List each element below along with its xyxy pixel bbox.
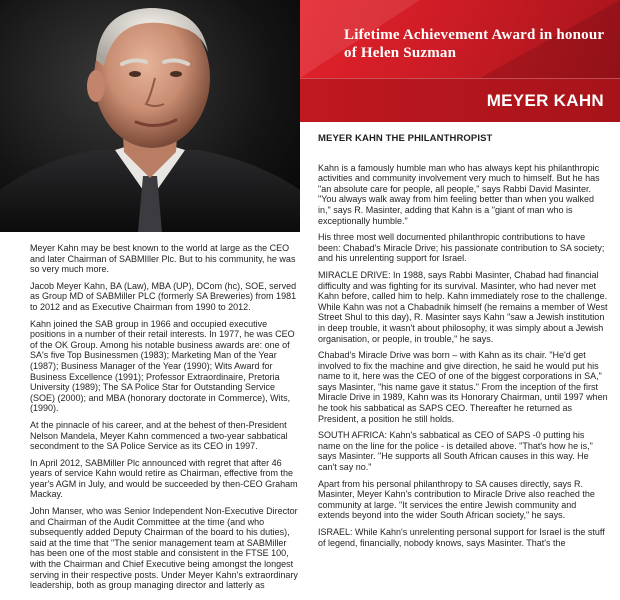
paragraph: Apart from his personal philanthropy to SA causes directly, says R. Masinter, Meyer Kahn's contribution to Miracle Drive also reached the community at large. "It services the entire Jewish community and extends beyond into the wider South African society," he says. (318, 478, 595, 521)
paragraph: Jacob Meyer Kahn, BA (Law), MBA (UP), DCom (hc), SOE, served as Group MD of SABMiller PLC (formerly SA Breweries) from 1981 to 2012 and as Executive Chairman from 1990 to 2012. (30, 280, 297, 312)
section-heading: MEYER KAHN THE PHILANTHROPIST (318, 133, 493, 144)
award-banner (300, 0, 620, 78)
paragraph: ISRAEL: While Kahn's unrelenting personal support for Israel is the stuff of legend, financially, nobody knows, says Masinter. That's the (318, 527, 605, 548)
honoree-name-bar (300, 78, 620, 122)
right-column (318, 134, 608, 554)
portrait-illustration (0, 0, 300, 232)
paragraph: SOUTH AFRICA: Kahn's sabbatical as CEO of SAPS -0 putting his name on the line for the police - is detailed above. "That's how he is," says Masinter. "He supports all South African causes in this way. He can't say no." (318, 430, 593, 473)
left-column (30, 243, 300, 597)
paragraph: Meyer Kahn may be best known to the world at large as the CEO and later Chairman of SABMIller Plc. But to his community, he was so very much more. (30, 243, 296, 275)
paragraph: Chabad's Miracle Drive was born – with Kahn as its chair. "He'd get involved to fix the machine and give direction, he said he would put his name to it, here was the CEO of one of the biggest corporations in SA," says Masinter, "his name gave it status." From the inception of the first Miracle Drive in 1989, Kahn was its Honorary Chairman, until 1997 when he took his sabbatical as SAPS CEO. Thereafter he returned as President, a position he still holds. (318, 350, 608, 424)
paragraph: Kahn is a famously humble man who has always kept his philanthropic activities and community involvement very much to himself. But he has "an absolute care for people, all people," says Rabbi David Masinter. "You always walk away from him feeling better than when you walked in," says R. Masinter, adding that Kahn is a "giant of man who is exceptionally humble." (318, 162, 600, 226)
paragraph: John Manser, who was Senior Independent Non-Executive Director and Chairman of the Audit Committee at the time (and who subsequently added Deputy Chairman of the board to his duties), said at the time that "The senior management team at SABMiller has been one of the most stable and consistent in the FTSE 100, with the Chairman and Chief Executive being amongst the longest serving in their respective posts. Under Meyer Kahn's extraordinary leadership, both as group managing director and latterly as (30, 506, 298, 591)
portrait-photo (0, 0, 300, 232)
paragraph: In April 2012, SABMiller Plc announced with regret that after 46 years of service Kahn would retire as Chairman, effective from the year's AGM in July, and would be succeeded by then-CEO Graham Mackay. (30, 457, 298, 500)
paragraph: At the pinnacle of his career, and at the behest of then-President Nelson Mandela, Meyer Kahn commenced a two-year sabbatical secondment to the SA Police Service as its CEO in 1997. (30, 419, 288, 452)
paragraph: MIRACLE DRIVE: In 1988, says Rabbi Masinter, Chabad had financial difficulty and was fighting for its survival. Masinter, who had never met Kahn before, called him to help. Kahn immediately rose to the challenge. While Kahn was not a Chabadnik himself (he remains a member of West Street Shul to this day), R. Masinter says Kahn "saw a Jewish institution in deep trouble, it wasn't about philosophy, it was simply about a Jewish organisation, or people, in trouble," he says. (318, 269, 608, 344)
honoree-name: MEYER KAHN (486, 91, 604, 110)
paragraph: His three most well documented philanthropic contributions to have been: Chabad's Miracle Drive; his passionate contribution to SA society; and his unrelenting support for Israel. (318, 232, 605, 264)
award-title: Lifetime Achievement Award in honour of Helen Suzman (344, 27, 604, 61)
paragraph: Kahn joined the SAB group in 1966 and occupied executive positions in a number of their retail interests. In 1977, he was CEO of the OK Group. Among his notable business awards are: one of SA's five Top Businessmen (1983); Marketing Man of the Year (1987); Business Manager of the Year (1990); Wits Award for Business Excellence (1991); Professor Extraordinaire, Pretoria University (1989); The SA Police Star for Outstanding Service (SOE) (2000); and MBA (honorary doctorate in Commerce), Wits, (1990). (30, 318, 295, 414)
